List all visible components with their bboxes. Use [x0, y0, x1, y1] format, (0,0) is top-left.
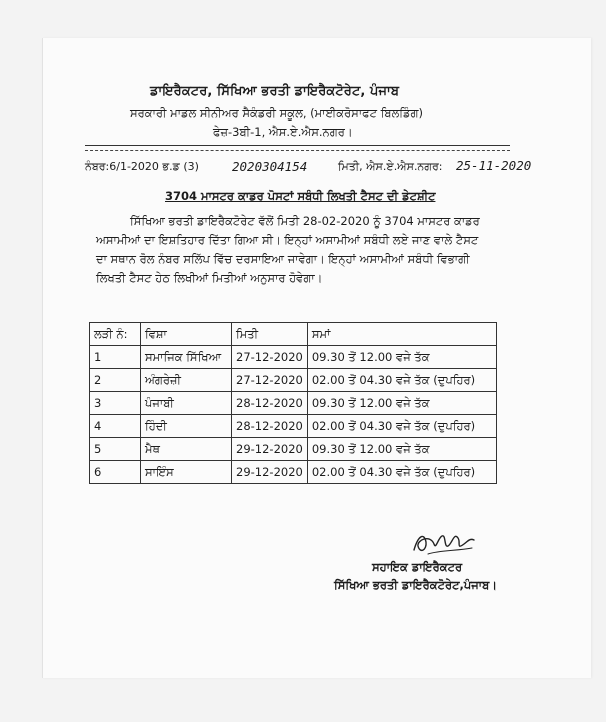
cell-subject: ਮੈਥ	[141, 438, 232, 461]
body-line-4: ਲਿਖਤੀ ਟੈਸਟ ਹੇਠ ਲਿਖੀਆਂ ਮਿਤੀਆਂ ਅਨੁਸਾਰ ਹੋਵੇਗਾ।	[96, 271, 323, 285]
cell-subject: ਹਿੰਦੀ	[141, 415, 232, 438]
cell-serial: 1	[90, 346, 141, 369]
header-serial: ਲੜੀ ਨੰ:	[90, 323, 141, 346]
subject-heading: 3704 ਮਾਸਟਰ ਕਾਡਰ ਪੋਸਟਾਂ ਸਬੰਧੀ ਲਿਖਤੀ ਟੈਸਟ ਦੀ ਡੇਟਸ਼ੀਟ	[165, 189, 436, 203]
header-school: ਸਰਕਾਰੀ ਮਾਡਲ ਸੀਨੀਅਰ ਸੈਕੰਡਰੀ ਸਕੂਲ, (ਮਾਈਕਰੋਸਾਫਟ ਬਿਲਡਿੰਗ)	[130, 106, 423, 120]
cell-date: 27-12-2020	[232, 346, 308, 369]
table-row	[90, 369, 497, 392]
body-line-3: ਦਾ ਸਥਾਨ ਰੋਲ ਨੰਬਰ ਸਲਿੱਪ ਵਿੱਚ ਦਰਸਾਇਆ ਜਾਵੇਗਾ। ਇਨ੍ਹਾਂ ਅਸਾਮੀਆਂ ਸਬੰਧੀ ਵਿਭਾਗੀ	[96, 252, 470, 266]
cell-subject: ਸਾਇੰਸ	[141, 461, 232, 484]
signatory-designation: ਸਹਾਇਕ ਡਾਇਰੈਕਟਰ	[372, 560, 463, 574]
body-line-1: ਸਿੱਖਿਆ ਭਰਤੀ ਡਾਇਰੈਕਟੋਰੇਟ ਵੱਲੋਂ ਮਿਤੀ 28-02-2020 ਨੂੰ 3704 ਮਾਸਟਰ ਕਾਡਰ	[130, 214, 480, 228]
table-row	[90, 415, 497, 438]
cell-date: 28-12-2020	[232, 392, 308, 415]
table-row	[90, 392, 497, 415]
reference-number-handwritten: 2020304154	[232, 159, 308, 174]
header-time: ਸਮਾਂ	[307, 323, 496, 346]
cell-time: 09.30 ਤੋਂ 12.00 ਵਜੇ ਤੱਕ	[307, 392, 496, 415]
header-dashed-rule	[85, 150, 510, 151]
table-row	[90, 346, 497, 369]
cell-date: 29-12-2020	[232, 438, 308, 461]
cell-date: 27-12-2020	[232, 369, 308, 392]
cell-date: 29-12-2020	[232, 461, 308, 484]
reference-date-label: ਮਿਤੀ, ਐਸ.ਏ.ਐਸ.ਨਗਰ:	[338, 160, 443, 173]
cell-time: 09.30 ਤੋਂ 12.00 ਵਜੇ ਤੱਕ	[307, 438, 496, 461]
cell-time: 09.30 ਤੋਂ 12.00 ਵਜੇ ਤੱਕ	[307, 346, 496, 369]
cell-serial: 4	[90, 415, 141, 438]
header-subject: ਵਿਸ਼ਾ	[141, 323, 232, 346]
cell-time: 02.00 ਤੋਂ 04.30 ਵਜੇ ਤੱਕ (ਦੁਪਹਿਰ)	[307, 415, 496, 438]
cell-subject: ਅੰਗਰੇਜ਼ੀ	[141, 369, 232, 392]
reference-date-handwritten: 25-11-2020	[456, 158, 532, 173]
date-sheet-table	[89, 322, 497, 484]
header-address: ਫੇਜ਼-3ਬੀ-1, ਐਸ.ਏ.ਐਸ.ਨਗਰ।	[213, 125, 353, 139]
header-title: ਡਾਇਰੈਕਟਰ, ਸਿੱਖਿਆ ਭਰਤੀ ਡਾਇਰੈਕਟੋਰੇਟ, ਪੰਜਾਬ	[150, 84, 400, 99]
cell-date: 28-12-2020	[232, 415, 308, 438]
table-row	[90, 438, 497, 461]
cell-serial: 6	[90, 461, 141, 484]
reference-number-label: ਨੰਬਰ:6/1-2020 ਭ.ਡ (3)	[85, 160, 199, 173]
table-row	[90, 461, 497, 484]
table-header-row	[90, 323, 497, 346]
cell-subject: ਸਮਾਜਿਕ ਸਿੱਖਿਆ	[141, 346, 232, 369]
signature-mark	[408, 524, 478, 560]
cell-time: 02.00 ਤੋਂ 04.30 ਵਜੇ ਤੱਕ (ਦੁਪਹਿਰ)	[307, 461, 496, 484]
cell-serial: 3	[90, 392, 141, 415]
signatory-office: ਸਿੱਖਿਆ ਭਰਤੀ ਡਾਇਰੈਕਟੋਰੇਟ,ਪੰਜਾਬ।	[334, 578, 497, 592]
cell-serial: 2	[90, 369, 141, 392]
cell-serial: 5	[90, 438, 141, 461]
cell-time: 02.00 ਤੋਂ 04.30 ਵਜੇ ਤੱਕ (ਦੁਪਹਿਰ)	[307, 369, 496, 392]
cell-subject: ਪੰਜਾਬੀ	[141, 392, 232, 415]
header-date: ਮਿਤੀ	[232, 323, 308, 346]
header-rule	[85, 145, 510, 146]
body-line-2: ਅਸਾਮੀਆਂ ਦਾ ਇਸ਼ਤਿਹਾਰ ਦਿੱਤਾ ਗਿਆ ਸੀ। ਇਨ੍ਹਾਂ ਅਸਾਮੀਆਂ ਸਬੰਧੀ ਲਏ ਜਾਣ ਵਾਲੇ ਟੈਸਟ	[96, 233, 479, 247]
